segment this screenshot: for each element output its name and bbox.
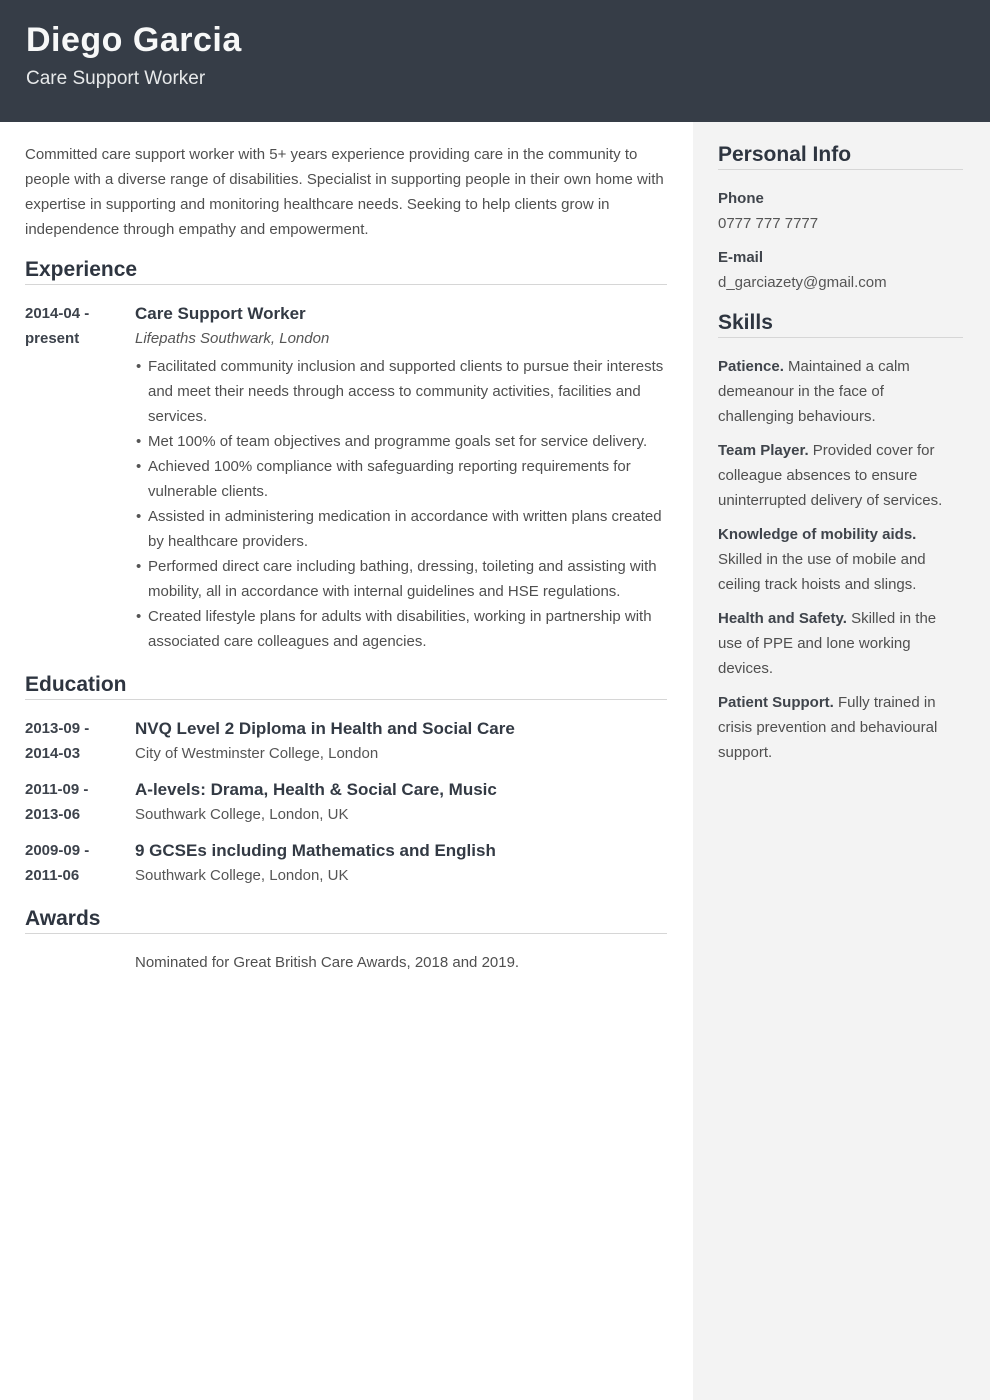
skill-desc: Maintained a calm demeanour in the face of challenging behaviours.: [718, 358, 910, 425]
skill-item: [718, 522, 963, 597]
person-job-title: Care Support Worker: [26, 68, 206, 89]
person-name: Diego Garcia: [26, 21, 242, 59]
experience-date-to: present: [25, 330, 80, 347]
content-columns: [0, 122, 990, 1400]
personal-info-heading: Personal Info: [718, 144, 963, 170]
education-date-to: 2011-06: [25, 867, 80, 884]
section-personal-info: [718, 144, 963, 295]
skill-name: Patient Support.: [718, 694, 834, 711]
education-date-from: 2013-09 -: [25, 720, 90, 737]
education-dates: [25, 838, 135, 888]
experience-company: Lifepaths Southwark, London: [135, 330, 330, 347]
education-entry-body: [135, 838, 667, 888]
bullet-item: • Facilitated community inclusion and supported clients to pursue their interests and meet their needs through access to community activities, facilities and services.: [135, 354, 667, 429]
education-dates: [25, 716, 135, 766]
education-degree-title: 9 GCSEs including Mathematics and English: [135, 841, 496, 860]
bullet-item: • Met 100% of team objectives and programme goals set for service delivery.: [135, 429, 667, 454]
email-label: E-mail: [718, 249, 764, 266]
experience-heading: Experience: [25, 259, 667, 285]
skill-desc: Provided cover for colleague absences to ensure uninterrupted delivery of services.: [718, 442, 943, 509]
field-email: [718, 245, 963, 295]
resume-header: [0, 0, 990, 122]
section-awards: [25, 908, 667, 975]
skill-name: Patience.: [718, 358, 784, 375]
education-degree-title: A-levels: Drama, Health & Social Care, Music: [135, 780, 497, 799]
awards-dates-empty: [25, 950, 135, 975]
awards-entry-body: [135, 950, 667, 975]
experience-role-title: Care Support Worker: [135, 304, 306, 323]
section-skills: [718, 312, 963, 765]
education-entry: [25, 838, 667, 888]
email-value: d_garciazety@gmail.com: [718, 274, 887, 291]
experience-bullet-list: [135, 354, 667, 654]
experience-dates: [25, 301, 135, 654]
experience-entry-body: [135, 301, 667, 654]
awards-heading: Awards: [25, 908, 667, 934]
skill-name: Team Player.: [718, 442, 809, 459]
education-heading: Education: [25, 674, 667, 700]
phone-value: 0777 777 7777: [718, 215, 819, 232]
summary-text: Committed care support worker with 5+ years experience providing care in the community to people with a diverse range of disabilities. Specialist in supporting people in their own home with expertise in supporting and monitoring healthcare needs. Seeking to help clients grow in independence through empathy and empowerment.: [25, 146, 664, 238]
bullet-item: • Assisted in administering medication in accordance with written plans created by healthcare providers.: [135, 504, 667, 554]
education-entry-body: [135, 777, 667, 827]
bullet-item: • Performed direct care including bathing, dressing, toileting and assisting with mobility, all in accordance with internal guidelines and HSE regulations.: [135, 554, 667, 604]
bullet-item: • Achieved 100% compliance with safeguarding reporting requirements for vulnerable clients.: [135, 454, 667, 504]
education-date-to: 2013-06: [25, 806, 81, 823]
skill-desc: Fully trained in crisis prevention and behavioural support.: [718, 694, 938, 761]
main-column: [0, 122, 693, 1400]
education-school: Southwark College, London, UK: [135, 806, 349, 823]
skill-desc: Skilled in the use of PPE and lone working devices.: [718, 610, 937, 677]
education-degree-title: NVQ Level 2 Diploma in Health and Social Care: [135, 719, 515, 738]
sidebar-column: [693, 122, 990, 1400]
education-date-from: 2011-09 -: [25, 781, 89, 798]
skills-heading: Skills: [718, 312, 963, 338]
education-dates: [25, 777, 135, 827]
education-entry: [25, 716, 667, 766]
bullet-item: • Created lifestyle plans for adults with disabilities, working in partnership with associated care colleagues and agencies.: [135, 604, 667, 654]
section-experience: [25, 259, 667, 654]
skill-name: Knowledge of mobility aids.: [718, 526, 917, 543]
education-school: Southwark College, London, UK: [135, 867, 349, 884]
skill-desc: Skilled in the use of mobile and ceiling track hoists and slings.: [718, 551, 926, 593]
section-education: [25, 674, 667, 888]
experience-date-from: 2014-04 -: [25, 305, 90, 322]
awards-entry: [25, 950, 667, 975]
education-entry-body: [135, 716, 667, 766]
phone-label: Phone: [718, 190, 764, 207]
education-entry: [25, 777, 667, 827]
skill-name: Health and Safety.: [718, 610, 847, 627]
experience-entry: [25, 301, 667, 654]
education-school: City of Westminster College, London: [135, 745, 379, 762]
field-phone: [718, 186, 963, 236]
education-date-to: 2014-03: [25, 745, 81, 762]
skill-item: [718, 438, 963, 513]
skill-item: [718, 354, 963, 429]
education-date-from: 2009-09 -: [25, 842, 90, 859]
skill-item: [718, 690, 963, 765]
awards-text: Nominated for Great British Care Awards, 2018 and 2019.: [135, 954, 520, 971]
skill-item: [718, 606, 963, 681]
